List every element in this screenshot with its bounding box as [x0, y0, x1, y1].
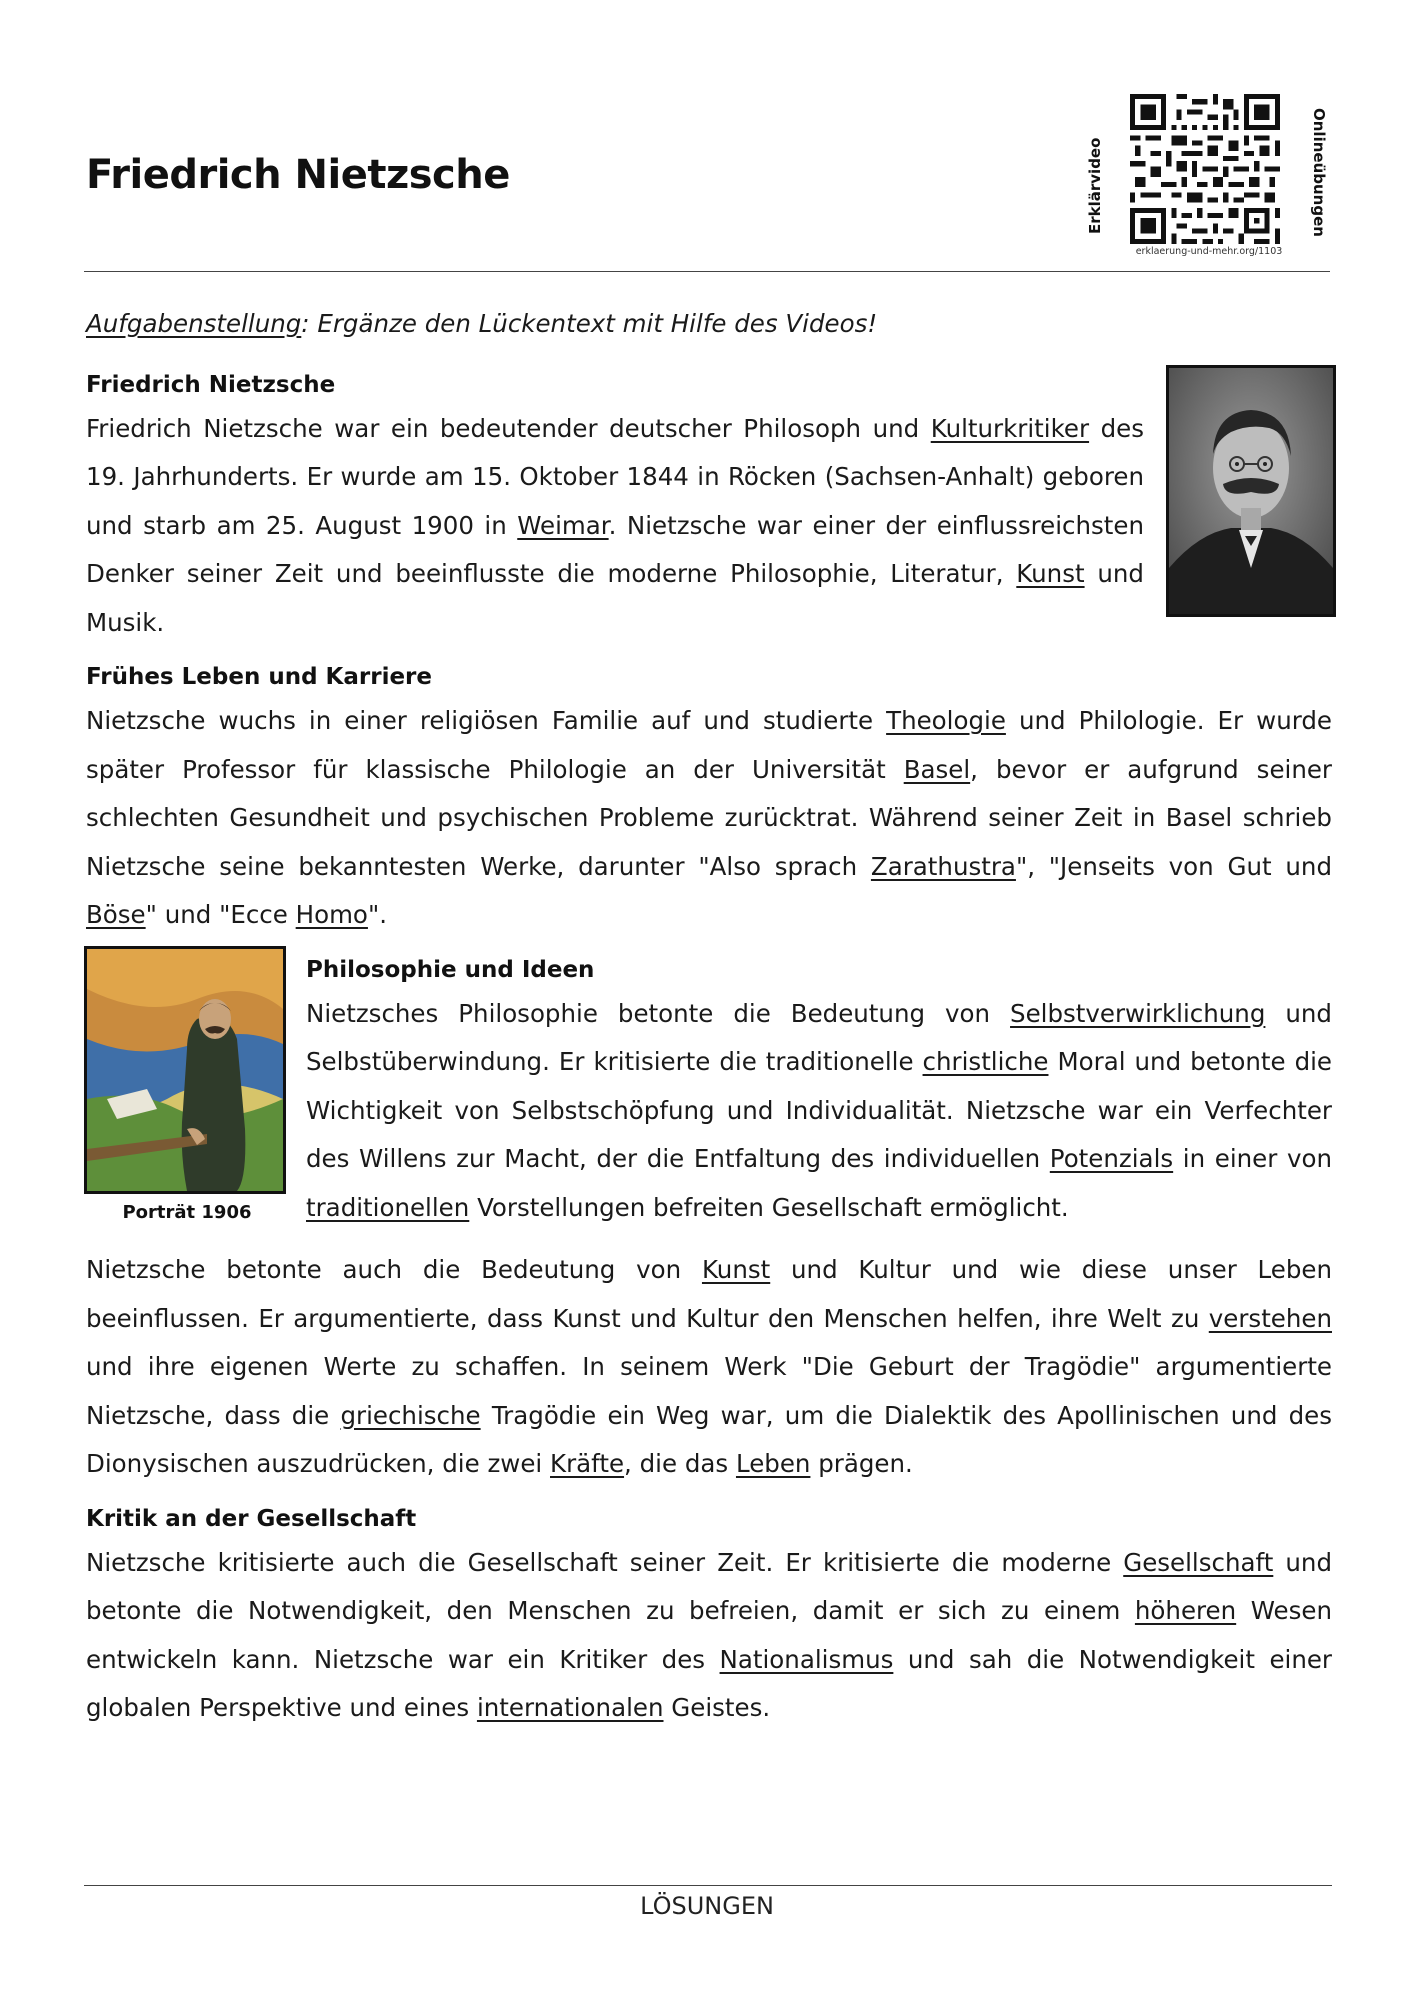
gap-answer: Selbstverwirklichung — [1010, 998, 1266, 1028]
gap-answer: griechische — [340, 1400, 481, 1430]
gap-answer: Leben — [735, 1449, 811, 1478]
header-divider — [84, 271, 1330, 272]
text-span: ", "Jenseits von Gut und — [1015, 851, 1332, 881]
text-span: Nietzsche kritisierte auch die Gesellschaft seiner Zeit. Er kritisierte die moderne — [86, 1547, 1124, 1577]
text-span: Moral und betonte die Wichtigkeit von Selbstschöpfung und Individualität. Nietzsche war ein Verfechter des Willens zur Macht, der die Entfaltung des individuellen — [306, 1047, 1332, 1173]
nietzsche-painting — [84, 946, 286, 1194]
paragraph-early-life — [86, 697, 1332, 940]
gap-answer: verstehen — [1208, 1303, 1332, 1333]
text-span: und Musik. — [86, 559, 1144, 637]
gap-answer: Kunst — [1016, 559, 1085, 588]
footer-solutions-label: LÖSUNGEN — [640, 1892, 774, 1920]
text-span: des 19. Jahrhunderts. Er wurde am 15. Oktober 1844 in Röcken (Sachsen-Anhalt) geboren und starb am 25. August 1900 in — [86, 413, 1144, 540]
gap-answer: christliche — [922, 1047, 1049, 1076]
section-heading-philosophy: Philosophie und Ideen — [306, 956, 595, 983]
gap-answer: höheren — [1134, 1596, 1237, 1625]
text-span: und Selbstüberwindung. Er kritisierte die traditionelle — [306, 998, 1332, 1076]
text-span: Nietzsche wuchs in einer religiösen Familie auf und studierte — [86, 706, 887, 735]
gap-answer: Zarathustra — [870, 851, 1016, 881]
gap-answer: Nationalismus — [719, 1644, 894, 1674]
text-span: und Philologie. Er wurde später Professor für klassische Philologie an der Universität — [86, 706, 1332, 784]
task-label: Aufgabenstellung — [86, 309, 302, 338]
gap-answer: Basel — [903, 754, 971, 784]
text-span: " und "Ecce — [145, 900, 296, 929]
text-span: Nietzsche betonte auch die Bedeutung von — [86, 1255, 702, 1284]
section-heading-biography: Friedrich Nietzsche — [86, 371, 336, 398]
gap-answer: Kräfte — [550, 1449, 625, 1478]
exercises-label: Onlineübungen — [1310, 108, 1328, 237]
gap-answer: Potenzials — [1049, 1144, 1174, 1173]
worksheet-body — [86, 300, 1332, 1733]
gap-answer: Gesellschaft — [1123, 1547, 1274, 1577]
qr-block — [1080, 88, 1340, 268]
gap-answer: Weimar — [517, 510, 609, 540]
portrait-1906-figure — [84, 946, 290, 1226]
footer-divider — [84, 1885, 1332, 1886]
video-label: Erklärvideo — [1086, 137, 1104, 234]
paragraph-biography — [86, 405, 1332, 648]
qr-url[interactable]: erklaerung-und-mehr.org/1103 — [1135, 246, 1283, 257]
text-span: Vorstellungen befreiten Gesellschaft ermöglicht. — [469, 1192, 1069, 1222]
paragraph-art-culture — [86, 1246, 1332, 1489]
text-span: und betonte die Notwendigkeit, den Menschen zu befreien, damit er sich zu einem — [86, 1547, 1332, 1625]
text-span: Nietzsches Philosophie betonte die Bedeutung von — [306, 998, 1011, 1028]
text-span: und sah die Notwendigkeit einer globalen Perspektive und eines — [86, 1644, 1332, 1722]
text-span: . Nietzsche war einer der einflussreichsten Denker seiner Zeit und beeinflusste die moderne Philosophie, Literatur, — [86, 510, 1144, 588]
task-text: : Ergänze den Lückentext mit Hilfe des Videos! — [301, 309, 878, 338]
text-span: Friedrich Nietzsche war ein bedeutender deutscher Philosoph und — [86, 413, 931, 443]
nietzsche-portrait-photo — [1166, 365, 1336, 617]
gap-answer: Theologie — [886, 706, 1006, 735]
section-heading-society-critique: Kritik an der Gesellschaft — [86, 1505, 417, 1532]
text-span: prägen. — [810, 1449, 913, 1478]
text-span: in einer von — [1173, 1144, 1332, 1173]
qr-code-icon[interactable] — [1130, 94, 1280, 244]
text-span: , bevor er aufgrund seiner schlechten Gesundheit und psychischen Probleme zurücktrat. Während seiner Zeit in Basel schrieb Nietzsche seine bekanntesten Werke, darunter "Also sprach — [86, 754, 1332, 881]
gap-answer: Homo — [295, 900, 368, 929]
gap-answer: Böse — [86, 900, 146, 929]
text-span: Wesen entwickeln kann. Nietzsche war ein Kritiker des — [86, 1596, 1332, 1674]
portrait-caption: Porträt 1906 — [122, 1201, 252, 1223]
painting-image — [87, 949, 283, 1191]
text-span: ". — [367, 900, 387, 929]
gap-answer: internationalen — [476, 1693, 664, 1722]
page-title: Friedrich Nietzsche — [86, 152, 510, 198]
section-heading-early-life: Frühes Leben und Karriere — [86, 664, 432, 690]
text-span: Tragödie ein Weg war, um die Dialektik des Apollinischen und des Dionysischen auszudrücken, die zwei — [86, 1400, 1333, 1478]
gap-answer: Kulturkritiker — [930, 413, 1090, 443]
text-span: , die das — [624, 1449, 736, 1478]
text-span: und ihre eigenen Werte zu schaffen. In seinem Werk "Die Geburt der Tragödie" argumentierte Nietzsche, dass die — [86, 1352, 1332, 1430]
text-span: und Kultur und wie diese unser Leben beeinflussen. Er argumentierte, dass Kunst und Kultur den Menschen helfen, ihre Welt zu — [86, 1255, 1333, 1333]
gap-answer: Kunst — [701, 1255, 771, 1284]
task-instruction — [86, 300, 1332, 349]
portrait-photo-image — [1169, 368, 1333, 614]
text-span: Geistes. — [663, 1693, 771, 1722]
gap-answer: traditionellen — [306, 1192, 470, 1222]
paragraph-society-critique — [86, 1539, 1332, 1733]
